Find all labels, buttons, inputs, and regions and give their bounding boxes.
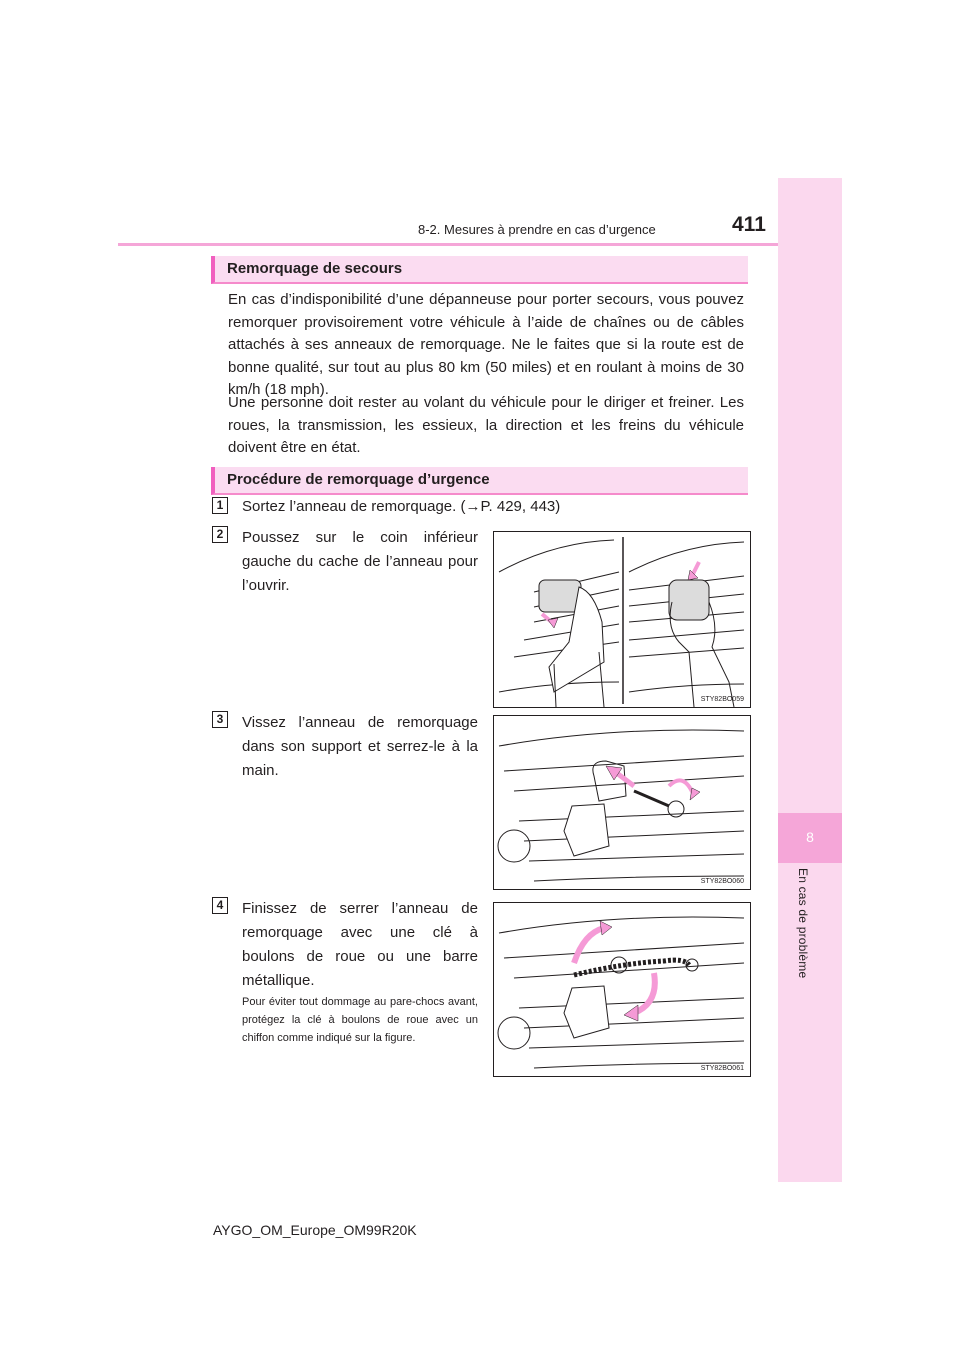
step-2-text: Poussez sur le coin inférieur gauche du cache de l’anneau pour l’ouvrir. bbox=[242, 529, 478, 594]
figure-screw-in-ring bbox=[493, 715, 751, 890]
step-4-text: Finissez de serrer l’anneau de remorquage avec une clé à boulons de roue ou une barre métallique. bbox=[242, 900, 478, 989]
step-number-box: 1 bbox=[212, 497, 228, 514]
figure-code: STY82BO061 bbox=[700, 1065, 744, 1072]
figure-tighten-ring bbox=[493, 902, 751, 1077]
chapter-side-tab bbox=[778, 178, 842, 1182]
illustration-screw-ring bbox=[494, 716, 750, 889]
section-heading-text: Remorquage de secours bbox=[227, 260, 403, 277]
document-id: AYGO_OM_Europe_OM99R20K bbox=[213, 1222, 417, 1238]
figure-open-ring-cover bbox=[493, 531, 751, 708]
section-heading-towing-procedure bbox=[211, 467, 748, 495]
illustration-ring-cover bbox=[494, 532, 750, 707]
figure-code: STY82BO060 bbox=[700, 878, 744, 885]
chapter-number: 8 bbox=[806, 829, 814, 845]
section-heading-emergency-towing bbox=[211, 256, 748, 284]
step-number-box: 3 bbox=[212, 711, 228, 728]
illustration-tighten-ring bbox=[494, 903, 750, 1076]
chapter-header: 8-2. Mesures à prendre en cas d’urgence bbox=[418, 222, 656, 237]
step-number-box: 4 bbox=[212, 897, 228, 914]
chapter-side-label: En cas de problème bbox=[796, 868, 810, 979]
step-4-note: Pour éviter tout dommage au pare-chocs avant, protégez la clé à boulons de roue avec un chiffon comme indiqué sur la figure. bbox=[242, 996, 478, 1044]
step-number-box: 2 bbox=[212, 526, 228, 543]
section-heading-text: Procédure de remorquage d’urgence bbox=[227, 471, 490, 488]
step-1-text: Sortez l’anneau de remorquage. (→P. 429, 443) bbox=[242, 498, 561, 515]
paragraph-driver-requirement: Une personne doit rester au volant du véhicule pour le diriger et freiner. Les roues, la transmission, les essieux, la direction et les freins du véhicule doivent être en état. bbox=[228, 394, 744, 457]
step-3-text: Vissez l’anneau de remorquage dans son support et serrez-le à la main. bbox=[242, 714, 478, 779]
figure-code: STY82BO059 bbox=[700, 696, 744, 703]
paragraph-towing-conditions: En cas d’indisponibilité d’une dépanneuse pour porter secours, vous pouvez remorquer provisoirement votre véhicule à l’aide de chaînes ou de câbles attachés à ses anneaux de remorquage. Ne le faites que si la route est de bonne qualité, sur tout au plus 80 km (50 miles) et en roulant à moins de 30 km/h (18 mph). bbox=[228, 291, 744, 399]
page-number: 411 bbox=[732, 213, 766, 236]
header-rule bbox=[118, 243, 840, 246]
